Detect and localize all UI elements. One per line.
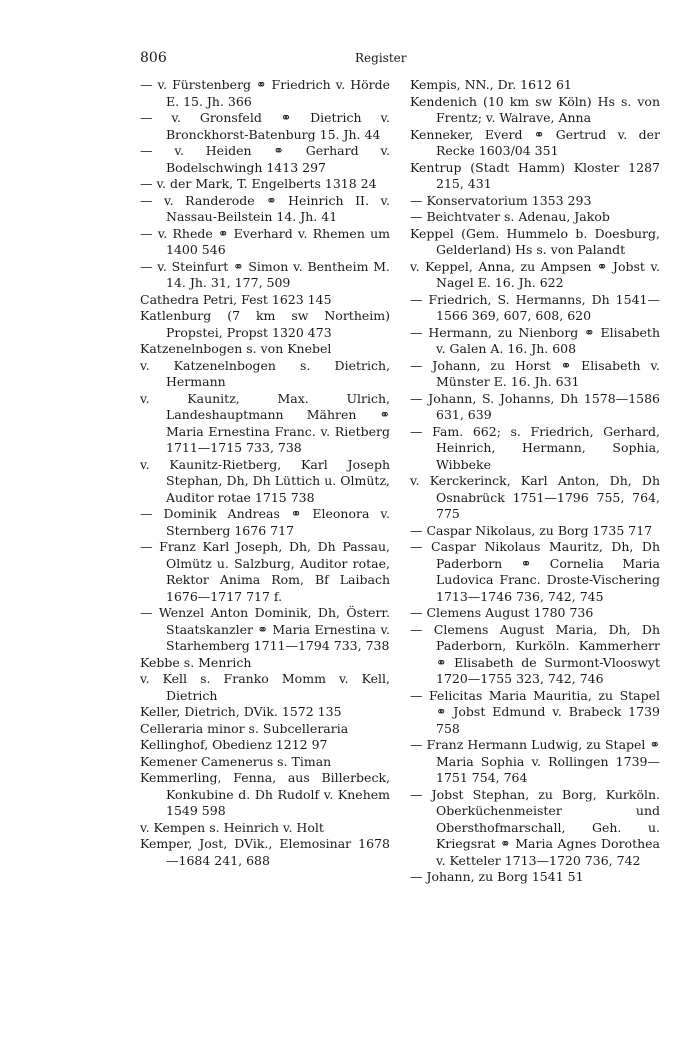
index-entry-text: — Clemens August 1780 736: [410, 605, 594, 620]
index-entry: [140, 836, 390, 869]
index-entry: [140, 456, 394, 507]
index-entry: [140, 192, 394, 226]
index-entry: [140, 655, 390, 672]
index-entry-text: — v. Rhede ⚭ Everhard v. Rhemen um 1400 546: [140, 225, 394, 257]
index-entry-text: — Johann, zu Borg 1541 51: [410, 869, 584, 884]
index-entry-text: Katzenelnbogen s. von Knebel: [140, 341, 332, 356]
index-entry-text: v. Kaunitz, Max. Ulrich, Landeshauptmann Mähren ⚭ Maria Ernestina Franc. v. Rietberg 1711—1715 733, 738: [140, 390, 394, 455]
index-entry-text: — Konservatorium 1353 293: [410, 192, 592, 208]
index-entry-text: Kenneker, Everd ⚭ Gertrud v. der Recke 1603/04 351: [410, 126, 664, 158]
index-entry-text: — Caspar Nikolaus, zu Borg 1735 717: [410, 522, 653, 538]
index-entry: [410, 737, 664, 787]
index-entry-text: — Clemens August Maria, Dh, Dh Paderborn, Kurköln. Kammerherr ⚭ Elisabeth de Surmont-Vlooswyt 1720—1755 323, 742, 746: [410, 621, 664, 686]
index-entry-text: Kebbe s. Menrich: [140, 654, 252, 670]
index-entry: [140, 820, 390, 837]
index-entry-text: Kellinghof, Obedienz 1212 97: [140, 737, 328, 752]
index-entry: [140, 737, 390, 754]
index-entry-text: — v. Fürstenberg ⚭ Friedrich v. Hörde E. 15. Jh. 366: [140, 77, 394, 109]
index-entry: [410, 687, 664, 738]
index-entry-text: Keppel (Gem. Hummelo b. Doesburg, Gelderland) Hs s. von Palandt: [410, 225, 664, 257]
index-entry: [140, 754, 390, 771]
index-entry: [140, 341, 390, 358]
index-entry: [140, 292, 390, 309]
page-number: 806: [140, 50, 167, 66]
index-entry: [410, 786, 664, 870]
index-entry-text: v. Kell s. Franko Momm v. Kell, Dietrich: [140, 671, 394, 703]
index-entry: [140, 176, 390, 193]
index-entry-text: — Johann, S. Johanns, Dh 1578—1586 631, 639: [410, 390, 664, 422]
index-entry: [140, 671, 394, 704]
index-entry-text: v. Keppel, Anna, zu Ampsen ⚭ Jobst v. Nagel E. 16. Jh. 622: [410, 258, 664, 290]
index-entry: [140, 704, 390, 721]
index-entry-text: — v. Heiden ⚭ Gerhard v. Bodelschwingh 1413 297: [140, 143, 394, 175]
index-entry-text: Katlenburg (7 km sw Northeim) Propstei, Propst 1320 473: [140, 308, 394, 340]
index-entry: [140, 770, 394, 820]
index-entry-text: — Franz Karl Joseph, Dh, Dh Passau, Olmütz u. Salzburg, Auditor rotae, Rektor Anima Rom, Bf Laibach 1676—1717 717 f.: [140, 539, 394, 604]
index-entry-text: — Hermann, zu Nienborg ⚭ Elisabeth v. Galen A. 16. Jh. 608: [410, 324, 664, 356]
index-entry-text: — Beichtvater s. Adenau, Jakob: [410, 209, 610, 224]
index-entry-text: — Jobst Stephan, zu Borg, Kurköln. Oberküchenmeister und Obersthofmarschall, Geh. u. Kriegsrat ⚭ Maria Agnes Dorothea v. Ketteler 1713—1720 736, 742: [410, 786, 664, 868]
index-entry: [140, 258, 394, 292]
index-entry: [410, 225, 664, 259]
index-entry: [140, 357, 394, 391]
index-entry-text: Kendenich (10 km sw Köln) Hs s. von Frentz; v. Walrave, Anna: [410, 93, 664, 125]
index-entry: [410, 357, 664, 391]
index-entry: [140, 110, 394, 143]
index-entry: [410, 193, 660, 210]
index-column-left: [140, 77, 394, 869]
index-entry-text: — Johann, zu Horst ⚭ Elisabeth v. Münster E. 16. Jh. 631: [410, 357, 664, 389]
index-entry-text: — Friedrich, S. Hermanns, Dh 1541—1566 369, 607, 608, 620: [410, 291, 660, 323]
index-entry-text: Kemper, Jost, DVik., Elemosinar 1678—1684 241, 688: [140, 836, 390, 868]
index-entry: [410, 423, 664, 474]
index-entry-text: Kempis, NN., Dr. 1612 61: [410, 77, 572, 92]
index-entry-text: Celleraria minor s. Subcelleraria: [140, 720, 349, 736]
index-entry: [410, 539, 664, 605]
index-entry: [410, 390, 664, 424]
index-entry: [140, 225, 394, 259]
index-entry-text: Keller, Dietrich, DVik. 1572 135: [140, 704, 342, 719]
index-entry-text: — Caspar Nikolaus Mauritz, Dh, Dh Paderborn ⚭ Cornelia Maria Ludovica Franc. Droste-Vischering 1713—1746 736, 742, 745: [410, 539, 664, 604]
index-entry: [410, 159, 664, 193]
index-entry: [140, 77, 394, 110]
index-entry-text: — v. Gronsfeld ⚭ Dietrich v. Bronckhorst-Batenburg 15. Jh. 44: [140, 110, 394, 142]
index-entry: [140, 721, 390, 738]
index-entry-text: v. Kerckerinck, Karl Anton, Dh, Dh Osnabrück 1751—1796 755, 764, 775: [410, 473, 664, 521]
index-entry: [410, 77, 660, 94]
index-entry: [410, 126, 664, 160]
index-entry: [410, 292, 660, 325]
index-entry: [140, 506, 394, 539]
index-entry: [410, 621, 664, 688]
index-entry-text: Kemener Camenerus s. Timan: [140, 753, 332, 769]
index-entry-text: v. Kempen s. Heinrich v. Holt: [140, 819, 324, 835]
index-entry: [140, 308, 394, 341]
index-entry: [140, 143, 394, 176]
index-entry-text: — Felicitas Maria Mauritia, zu Stapel ⚭ Jobst Edmund v. Brabeck 1739 758: [410, 687, 664, 736]
index-entry: [140, 605, 394, 655]
index-entry-text: — v. Steinfurt ⚭ Simon v. Bentheim M. 14. Jh. 31, 177, 509: [140, 258, 394, 290]
index-entry-text: — Franz Hermann Ludwig, zu Stapel ⚭ Maria Sophia v. Rollingen 1739—1751 754, 764: [410, 737, 664, 785]
index-entry: [410, 869, 660, 886]
index-entry-text: Kemmerling, Fenna, aus Billerbeck, Konkubine d. Dh Rudolf v. Knehem 1549 598: [140, 770, 394, 818]
index-column-right: [410, 77, 664, 886]
index-entry-text: — Wenzel Anton Dominik, Dh, Österr. Staatskanzler ⚭ Maria Ernestina v. Starhemberg 1711—1794 733, 738: [140, 605, 394, 653]
index-entry: [410, 93, 664, 127]
index-entry: [410, 473, 664, 523]
index-entry-text: v. Katzenelnbogen s. Dietrich, Hermann: [140, 357, 394, 389]
index-entry: [410, 258, 664, 292]
index-entry: [410, 209, 660, 226]
index-entry: [410, 605, 660, 622]
index-entry: [410, 523, 660, 540]
index-entry: [410, 324, 664, 358]
index-entry-text: Kentrup (Stadt Hamm) Kloster 1287 215, 431: [410, 159, 664, 191]
index-entry-text: — Fam. 662; s. Friedrich, Gerhard, Heinrich, Hermann, Sophia, Wibbeke: [410, 423, 664, 472]
index-entry-text: Cathedra Petri, Fest 1623 145: [140, 291, 332, 307]
running-head: Register: [355, 51, 407, 65]
index-entry-text: v. Kaunitz-Rietberg, Karl Joseph Stephan, Dh, Dh Lüttich u. Olmütz, Auditor rotae 1715 738: [140, 456, 394, 505]
index-entry: [140, 390, 394, 457]
index-entry: [140, 539, 394, 605]
index-entry-text: — v. Randerode ⚭ Heinrich II. v. Nassau-Beilstein 14. Jh. 41: [140, 192, 394, 224]
index-entry-text: — v. der Mark, T. Engelberts 1318 24: [140, 176, 377, 191]
index-entry-text: — Dominik Andreas ⚭ Eleonora v. Sternberg 1676 717: [140, 506, 394, 538]
